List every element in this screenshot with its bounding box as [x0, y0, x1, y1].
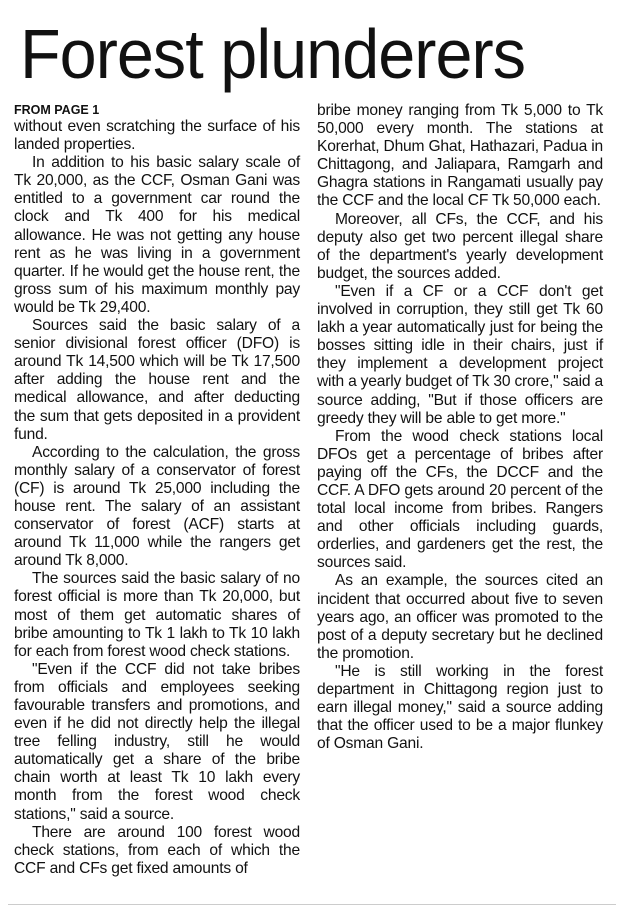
newspaper-clipping	[8, 0, 616, 911]
jump-label: FROM PAGE 1	[14, 103, 100, 117]
paragraph: From the wood check stations local DFOs get a percentage of bribes after paying off the CFs, the DCCF and the CCF. A DFO gets around 20 percent of the total local income from bribes. Rangers and other officials including guards, orderlies, and gardeners get the rest, the sources said.	[317, 427, 603, 572]
paragraph: bribe money ranging from Tk 5,000 to Tk 50,000 every month. The stations at Korerhat, Dhum Ghat, Hathazari, Padua in Chittagong, and Jaliapara, Ramgarh and Ghagra stations in Rangamati usually pay the CCF and the local CF Tk 50,000 each.	[317, 102, 603, 210]
paragraph: There are around 100 forest wood check stations, from each of which the CCF and CFs get fixed amounts of	[14, 823, 300, 877]
bottom-rule	[8, 904, 616, 905]
paragraph: without even scratching the surface of his landed properties.	[14, 118, 300, 154]
paragraph: Sources said the basic salary of a senior divisional forest officer (DFO) is around Tk 14,500 which will be Tk 17,500 after adding the house rent and the medical allowance, and after deducting the sum that gets deposited in a provident fund.	[14, 317, 300, 443]
paragraph: Moreover, all CFs, the CCF, and his deputy also get two percent illegal share of the department's yearly development budget, the sources added.	[317, 210, 603, 282]
paragraph: "Even if the CCF did not take bribes from officials and employees seeking favourable transfers and promotions, and even if he did not directly help the illegal tree felling industry, still he would automatically get a share of the bribe chain worth at least Tk 10 lakh every month from the forest wood check stations," said a source.	[14, 660, 300, 823]
paragraph: "He is still working in the forest department in Chittagong region just to earn illegal money," said a source adding that the officer used to be a major flunkey of Osman Gani.	[317, 662, 603, 753]
article-column-right	[317, 102, 603, 753]
paragraph: As an example, the sources cited an incident that occurred about five to seven years ago, an officer was promoted to the post of a deputy secretary but he declined the promotion.	[317, 572, 603, 662]
article-column-left	[14, 102, 300, 878]
paragraph: In addition to his basic salary scale of Tk 20,000, as the CCF, Osman Gani was entitled to a government car round the clock and Tk 400 for his medical allowance. He was not getting any house rent as he was living in a government quarter. If he would get the house rent, the gross sum of his maximum monthly pay would be Tk 29,400.	[14, 154, 300, 316]
headline: Forest plunderers	[20, 15, 526, 93]
paragraph: The sources said the basic salary of no forest official is more than Tk 20,000, but most of them get automatic shares of bribe amounting to Tk 1 lakh to Tk 10 lakh for each from forest wood check stations.	[14, 570, 300, 660]
paragraph: According to the calculation, the gross monthly salary of a conservator of forest (CF) is around Tk 25,000 including the house rent. The salary of an assistant conservator of forest (ACF) starts at around Tk 11,000 while the rangers get around Tk 8,000.	[14, 443, 300, 570]
paragraph: "Even if a CF or a CCF don't get involved in corruption, they still get Tk 60 lakh a year automatically just for being the bosses sitting idle in their chairs, just if they implement a development project with a yearly budget of Tk 30 crore," said a source adding, "But if those officers are greedy they will be able to get more."	[317, 282, 603, 427]
